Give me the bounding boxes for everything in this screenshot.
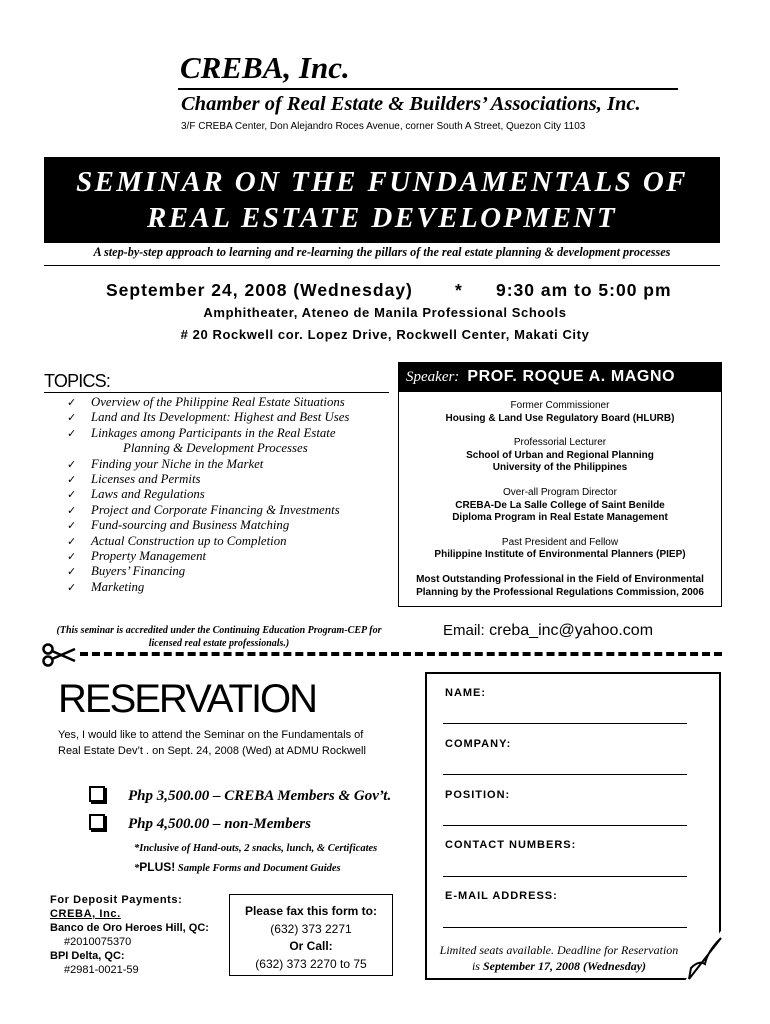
scissors-icon <box>42 642 76 675</box>
checkmark-icon: ✓ <box>67 426 77 440</box>
list-item: ✓ Linkages among Participants in the Real Estate <box>67 425 336 440</box>
reservation-title: RESERVATION <box>58 677 317 721</box>
list-item: ✓ Licenses and Permits <box>67 472 201 487</box>
non-member-price: Php 4,500.00 – non-Members <box>128 816 311 832</box>
list-item: ✓ Marketing <box>67 579 145 594</box>
credential-role: Over-all Program Director <box>503 487 617 498</box>
award-line: Planning by the Professional Regulations Commission, 2006 <box>416 587 704 598</box>
deadline-date: September 17, 2008 (Wednesday) <box>482 958 647 973</box>
credential-org: University of the Philippines <box>492 462 628 473</box>
company-field[interactable] <box>443 774 687 775</box>
inclusions-note: *Inclusive of Hand-outs, 2 snacks, lunch, & Certificates <box>134 843 378 854</box>
checkmark-icon: ✓ <box>67 550 77 564</box>
position-label: POSITION: <box>445 789 511 801</box>
list-item: ✓ Fund-sourcing and Business Matching <box>67 518 290 533</box>
company-label: COMPANY: <box>445 738 512 750</box>
fax-heading: Please fax this form to: <box>244 904 378 918</box>
name-label: NAME: <box>445 687 487 699</box>
event-address: # 20 Rockwell cor. Lopez Drive, Rockwell Center, Makati City <box>180 327 590 342</box>
credential-org: Philippine Institute of Environmental Planners (PIEP) <box>434 549 686 560</box>
non-member-checkbox[interactable] <box>89 814 105 830</box>
checkmark-icon: ✓ <box>67 488 77 502</box>
credential-org: Diploma Program in Real Estate Management <box>452 512 668 523</box>
checkmark-icon: ✓ <box>67 457 77 471</box>
credential-role: Past President and Fellow <box>501 537 619 548</box>
account-number: #2981-0021-59 <box>64 964 139 976</box>
list-item: ✓ Project and Corporate Financing & Investments <box>67 502 340 517</box>
date-time-separator: * <box>455 280 462 300</box>
contact-numbers-label: CONTACT NUMBERS: <box>445 839 577 851</box>
checkmark-icon: ✓ <box>67 503 77 517</box>
deposit-info <box>50 893 209 977</box>
checkmark-icon: ✓ <box>67 396 77 409</box>
speaker-header <box>398 362 722 392</box>
deadline-note: Limited seats available. Deadline for Reservation is September 17, 2008 (Wednesday) <box>439 943 679 973</box>
email-address-field[interactable] <box>443 927 687 928</box>
speaker-name: PROF. ROQUE A. MAGNO <box>467 368 676 385</box>
plus-note: *PLUS! Sample Forms and Document Guides <box>134 860 341 874</box>
list-item: ✓ Property Management <box>67 549 207 564</box>
header-rule <box>178 88 678 90</box>
reservation-intro: Yes, I would like to attend the Seminar on the Fundamentals of Real Estate Dev’t . on Sept. 24, 2008 (Wed) at ADMU Rockwell <box>58 729 366 757</box>
topics-rule <box>44 392 389 393</box>
bank-name: Banco de Oro Heroes Hill, QC: <box>50 922 209 934</box>
org-name: CREBA, Inc. <box>180 50 350 85</box>
topics-heading: TOPICS: <box>44 371 111 391</box>
bank-name: BPI Delta, QC: <box>50 950 125 962</box>
checkmark-icon: ✓ <box>67 534 77 548</box>
fax-info-box <box>229 894 393 976</box>
deposit-payee: CREBA, Inc. <box>50 908 121 920</box>
seminar-title-banner <box>44 157 720 243</box>
checkmark-icon: ✓ <box>67 580 77 594</box>
credential-org: Housing & Land Use Regulatory Board (HLURB) <box>445 413 675 424</box>
email-address: creba_inc@yahoo.com <box>489 622 654 639</box>
checkmark-icon: ✓ <box>67 411 77 425</box>
topics-list <box>67 395 349 595</box>
member-price: Php 3,500.00 – CREBA Members & Gov’t. <box>128 788 392 804</box>
name-field[interactable] <box>443 723 687 724</box>
seminar-title: SEMINAR ON THE FUNDAMENTALS OF REAL ESTATE DEVELOPMENT <box>76 166 688 234</box>
deposit-heading: For Deposit Payments: <box>50 894 183 906</box>
cut-line <box>80 652 722 656</box>
call-label: Or Call: <box>289 939 333 954</box>
credential-role: Former Commissioner <box>510 400 610 411</box>
credential-role: Professorial Lecturer <box>513 437 607 448</box>
list-item: ✓ Buyers’ Financing <box>67 564 186 579</box>
contact-email <box>443 622 653 640</box>
call-numbers: (632) 373 2270 to 75 <box>255 956 367 971</box>
checkmark-icon: ✓ <box>67 519 77 533</box>
list-item: ✓ Laws and Regulations <box>67 487 205 502</box>
checkmark-icon: ✓ <box>67 565 77 579</box>
fax-number: (632) 373 2271 <box>270 921 352 936</box>
account-number: #2010075370 <box>64 936 132 948</box>
registration-form <box>425 672 721 980</box>
list-item: ✓ Land and Its Development: Highest and Best Uses <box>67 410 350 425</box>
accreditation-note: (This seminar is accredited under the Continuing Education Program-CEP for licensed real estate professionals.) <box>56 625 382 649</box>
list-item: ✓ Overview of the Philippine Real Estate Situations <box>67 395 345 409</box>
event-date: September 24, 2008 (Wednesday) <box>106 280 413 300</box>
org-full-name: Chamber of Real Estate & Builders’ Associations, Inc. <box>181 93 641 115</box>
contact-numbers-field[interactable] <box>443 876 687 877</box>
seminar-tagline: A step-by-step approach to learning and re-learning the pillars of the real estate planning & development processes <box>93 245 671 259</box>
org-address: 3/F CREBA Center, Don Alejandro Roces Avenue, corner South A Street, Quezon City 1103 <box>181 121 586 132</box>
position-field[interactable] <box>443 825 687 826</box>
speaker-label: Speaker: <box>406 368 460 385</box>
email-label: Email: <box>443 622 485 639</box>
member-checkbox[interactable] <box>89 786 105 802</box>
email-address-label: E-MAIL ADDRESS: <box>445 890 558 902</box>
tagline-rule <box>44 265 720 266</box>
list-item: ✓ Actual Construction up to Completion <box>67 533 287 548</box>
list-item-continuation: Planning & Development Processes <box>123 441 308 456</box>
award-line: Most Outstanding Professional in the Field of Environmental <box>416 574 704 585</box>
checkmark-icon: ✓ <box>67 473 77 487</box>
event-venue: Amphitheater, Ateneo de Manila Professional Schools <box>203 305 567 320</box>
list-item: ✓ Finding your Niche in the Market <box>67 456 264 471</box>
event-time: 9:30 am to 5:00 pm <box>496 280 672 300</box>
credential-org: School of Urban and Regional Planning <box>466 450 654 461</box>
credential-org: CREBA-De La Salle College of Saint Benilde <box>455 500 665 511</box>
speaker-box <box>398 362 722 607</box>
